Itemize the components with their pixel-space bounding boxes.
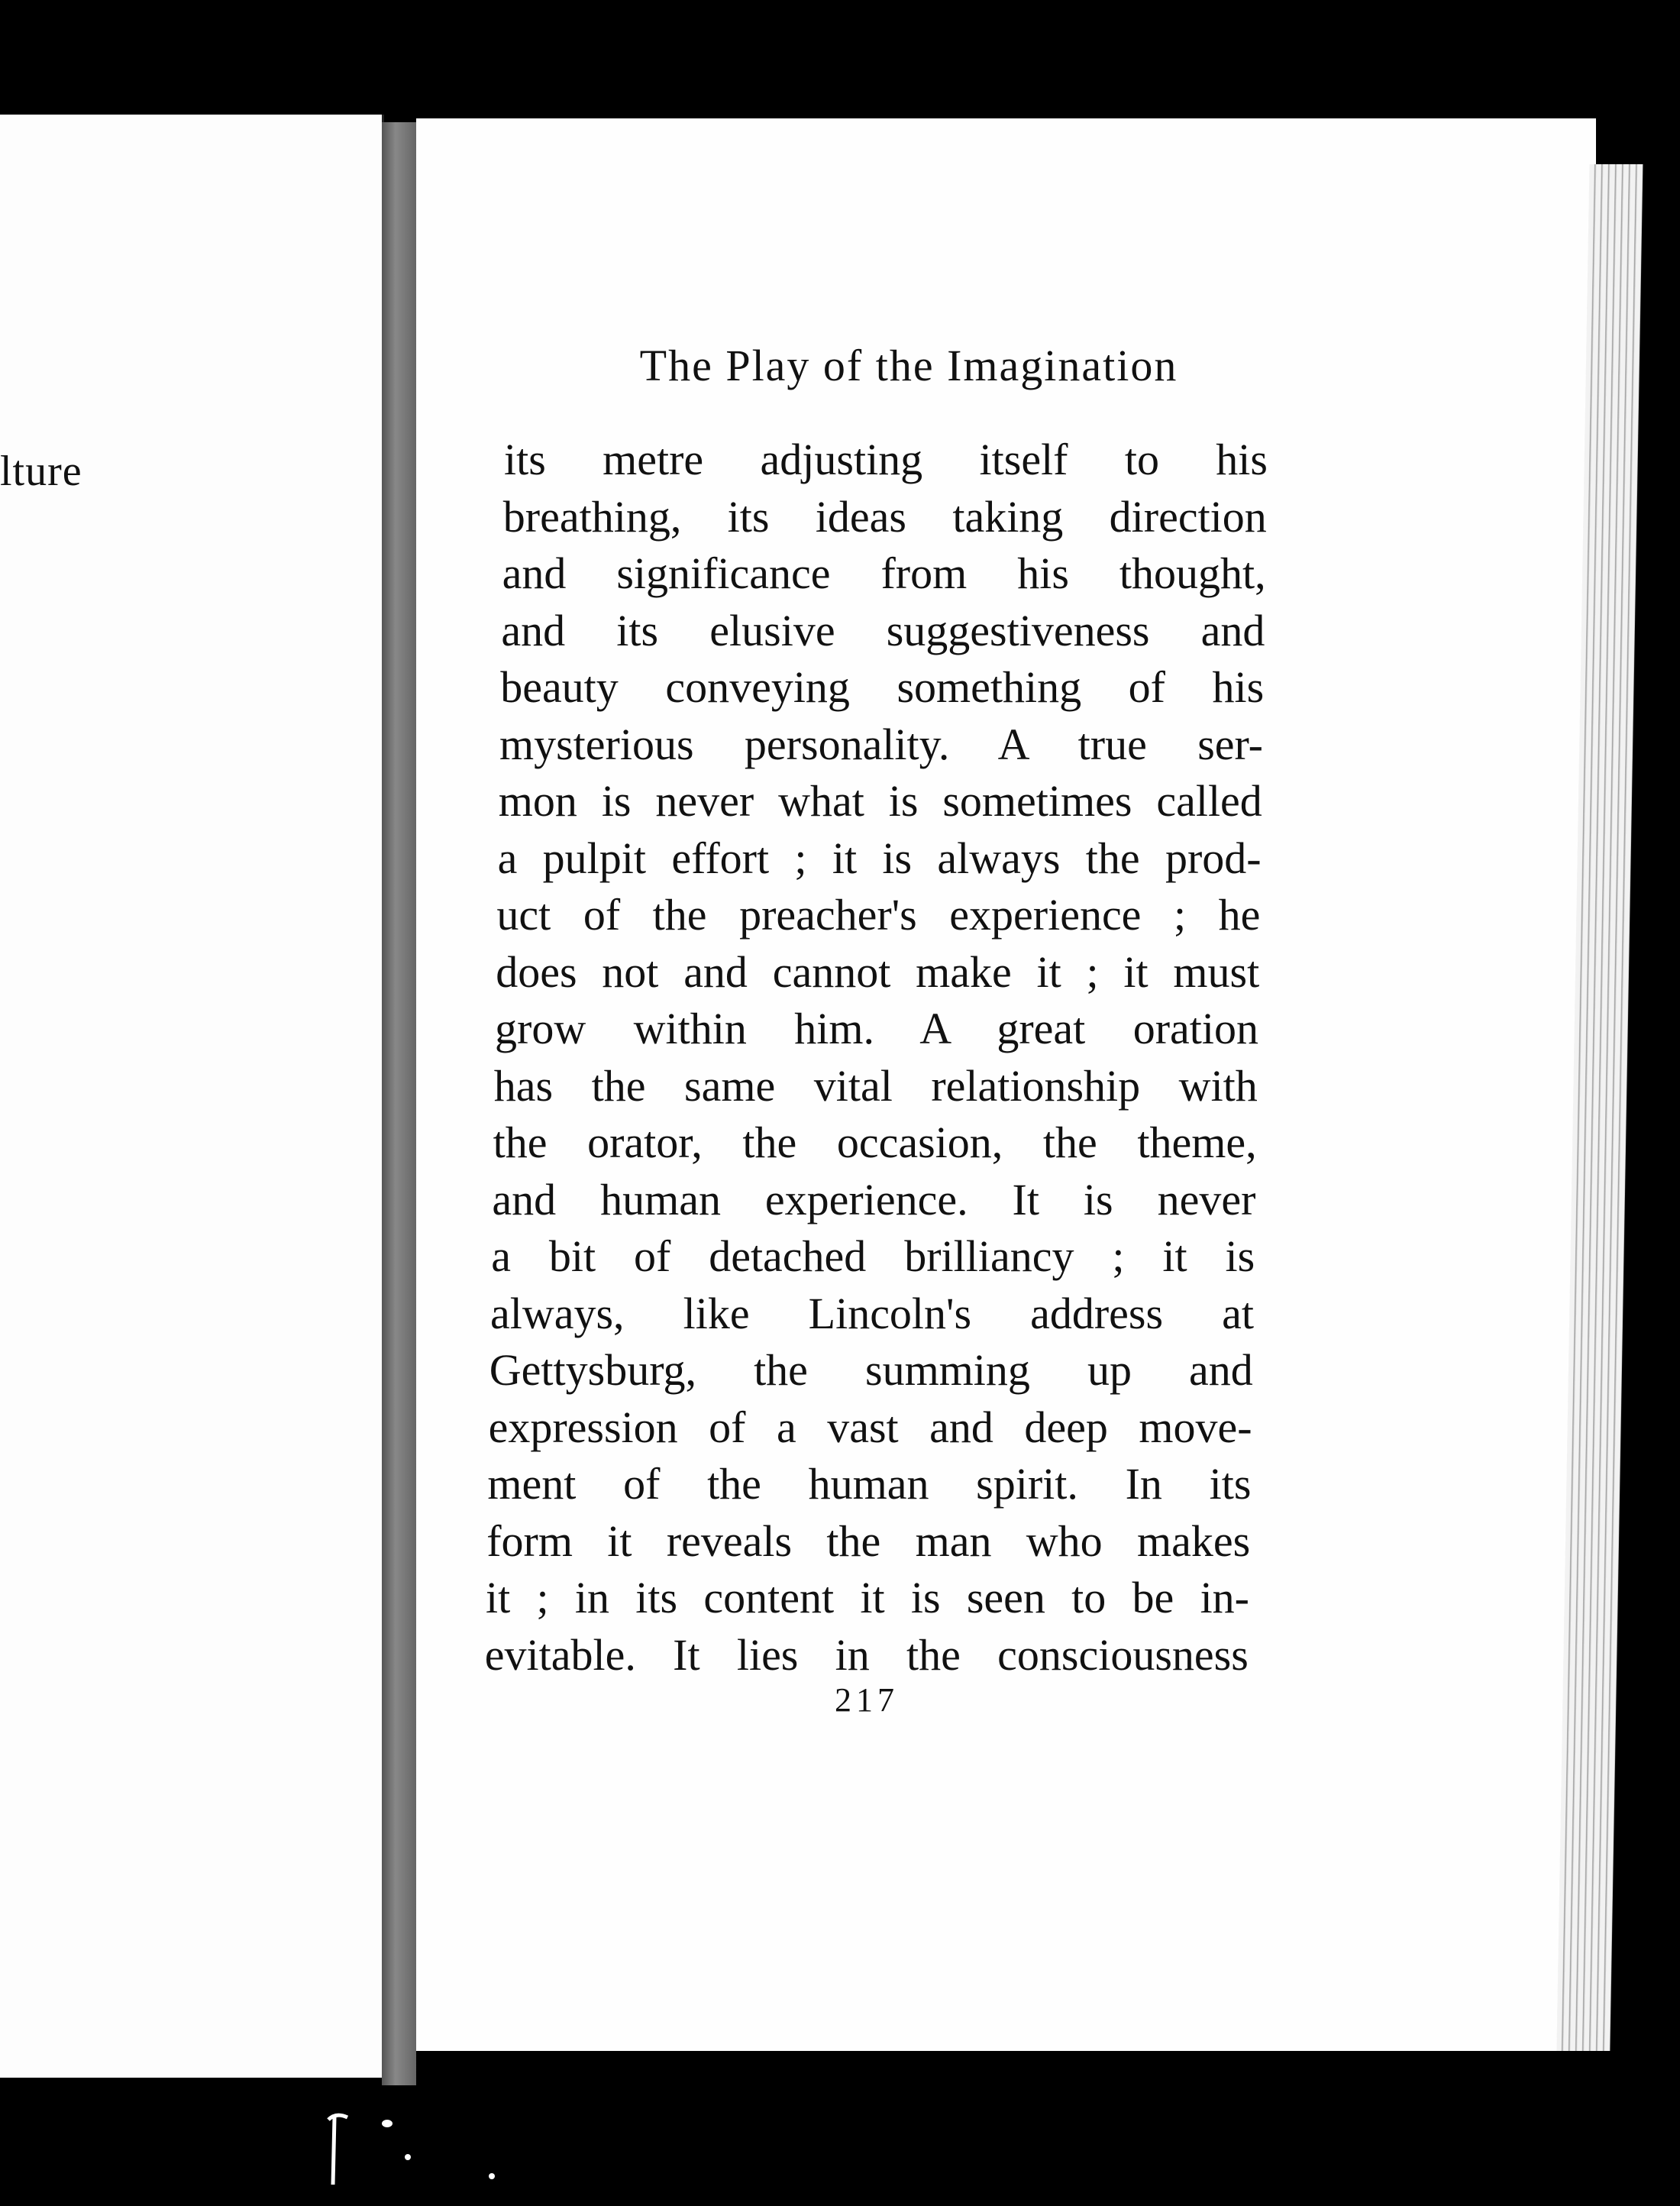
text-line: mon is never what is sometimes called [498,776,1262,826]
body-text [484,432,1268,1684]
text-line: its metre adjusting itself to his [504,435,1268,484]
book-gutter [382,122,416,2085]
text-line: and significance from his thought, [502,548,1266,598]
scan-speck [405,2154,411,2160]
text-line: a pulpit effort ; it is always the prod- [497,833,1262,883]
running-head: The Play of the Imagination [639,341,1178,390]
text-line: does not and cannot make it ; it must [496,946,1260,997]
text-line: mysterious personality. A true ser- [499,719,1263,769]
text-line: has the same vital relationship with [493,1060,1258,1111]
page-number: 217 [835,1681,899,1719]
text-line: expression of a vast and deep move- [488,1402,1252,1452]
text-line: form it reveals the man who makes [486,1515,1251,1566]
left-running-head: lture [0,448,82,495]
text-line: beauty conveying something of his [500,662,1265,712]
text-line: grow within him. A great oration [495,1004,1258,1053]
text-line: Gettysburg, the summing up and [489,1345,1253,1395]
text-line: the orator, the occasion, the theme, [493,1118,1257,1167]
scan-speck [382,2120,393,2127]
scan-speck [489,2173,495,2179]
text-line: breathing, its ideas taking direction [502,491,1267,542]
text-line: and human experience. It is never [492,1174,1256,1224]
text-line: always, like Lincoln's address at [490,1288,1254,1338]
text-line: and its elusive suggestiveness and [501,605,1265,655]
text-line: uct of the preacher's experience ; he [496,890,1261,940]
text-line: evitable. It lies in the consciousness [484,1629,1249,1680]
text-line: ment of the human spirit. In its [487,1459,1252,1509]
text-line: it ; in its content it is seen to be in- [486,1573,1249,1622]
left-page [0,115,384,2078]
scan-artifact-icon [313,2108,359,2192]
text-line: a bit of detached brilliancy ; it is [491,1231,1255,1281]
